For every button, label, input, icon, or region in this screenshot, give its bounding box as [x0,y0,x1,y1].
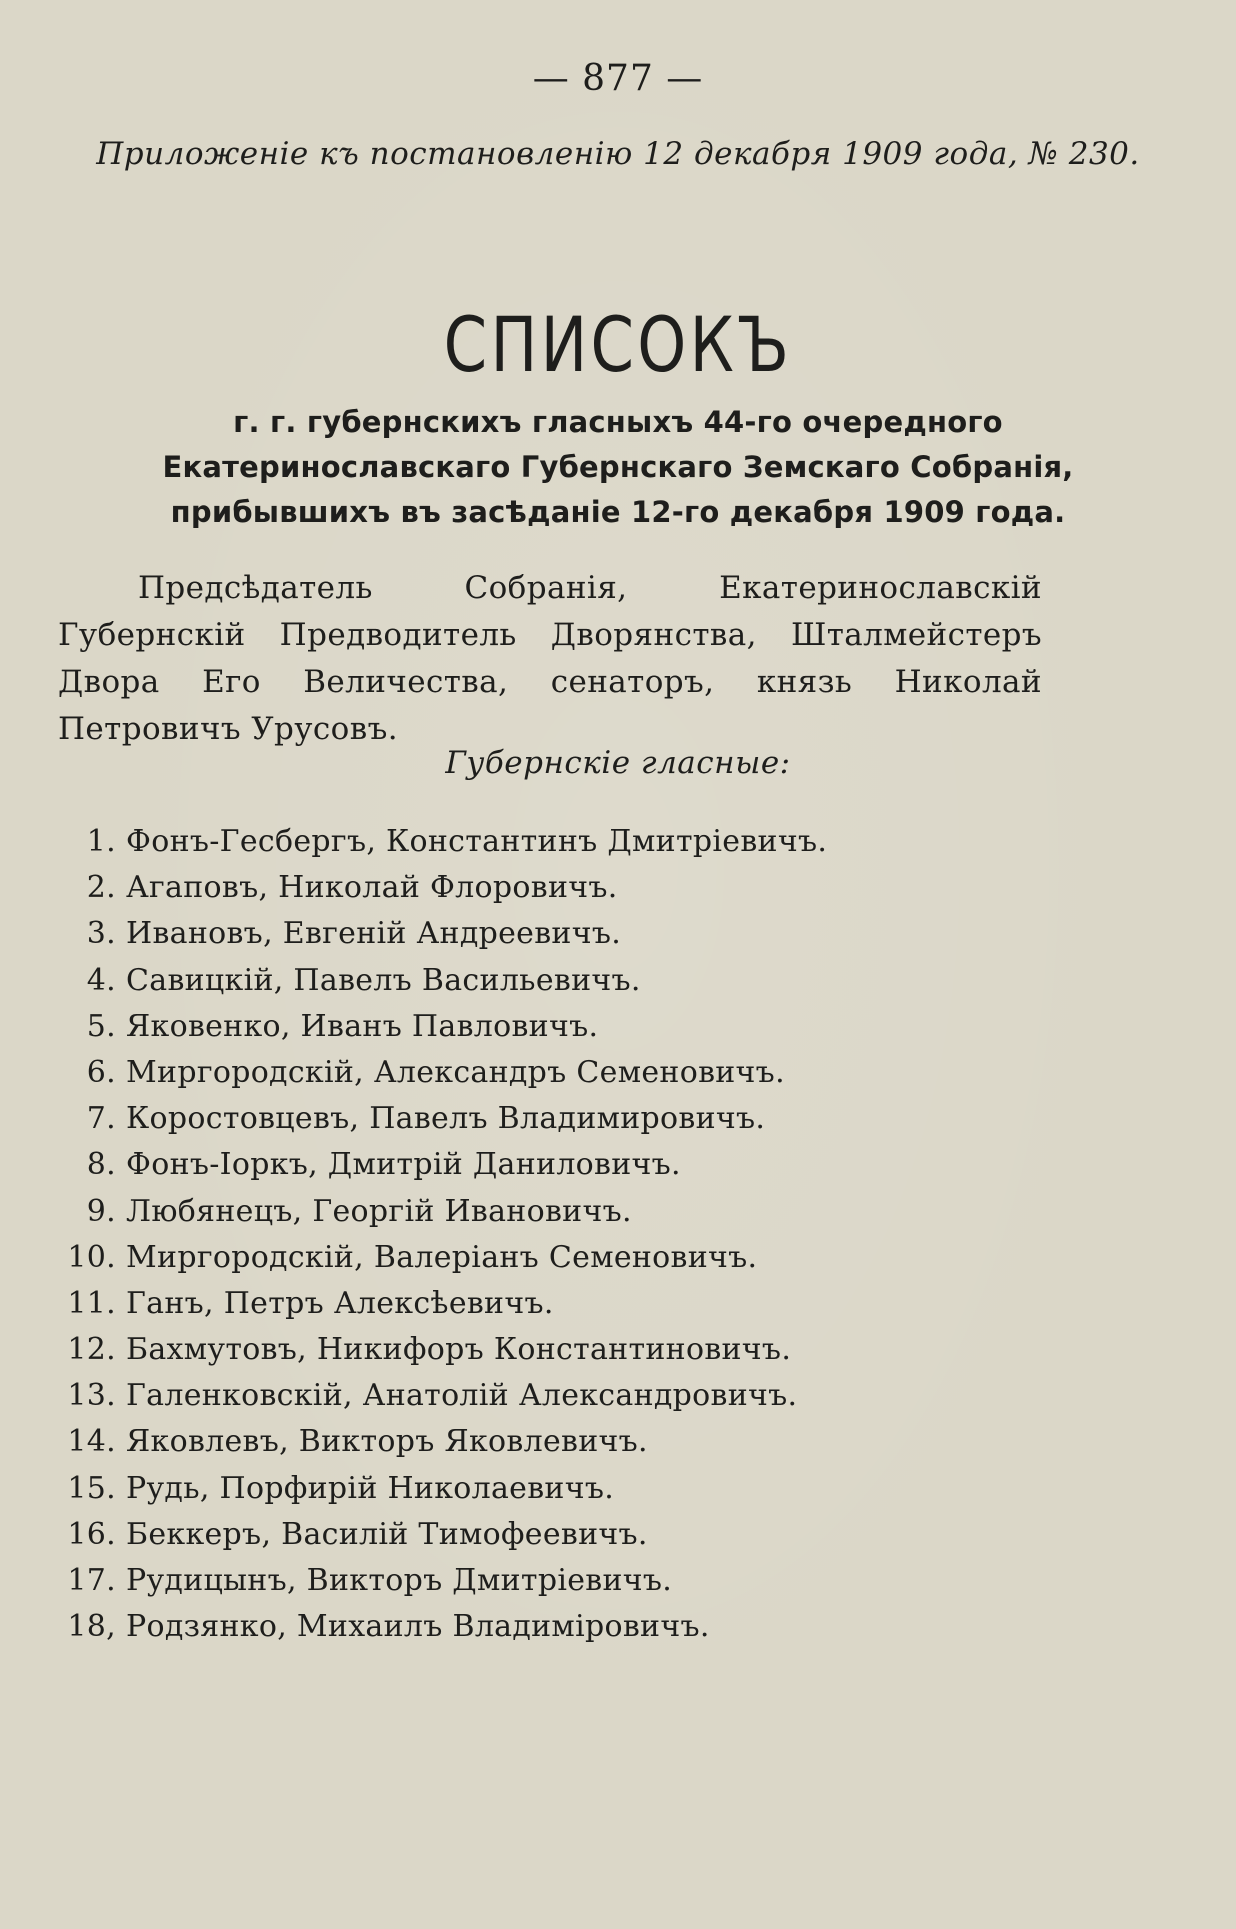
list-item-name: Агаповъ, Николай Флоровичъ. [126,870,618,906]
chairman-paragraph: Предсѣдатель Собранiя, Екатеринославскiй Губернскiй Предводитель Дворянства, Шталмейстеръ Двора Его Величества, сенаторъ, князь Николай Петровичъ Урусовъ. [58,570,1042,747]
list-item [56,1466,827,1512]
list-item-number: 15. [67,1470,116,1506]
list-item [56,1189,827,1235]
list-item-number: 7. [86,1101,116,1137]
list-item-name: Фонъ-Гесбергъ, Константинъ Дмитрiевичъ. [126,824,828,859]
list-item-name: Родзянко, Михаилъ Владимiровичъ. [126,1609,710,1645]
document-title: СПИСОКЪ [443,300,793,389]
appendix-note: Приложенiе къ постановленiю 12 декабря 1909 года, № 230. [96,136,1140,172]
list-item-number: 17. [67,1563,116,1598]
list-item [56,1050,827,1096]
list-item-number: 18, [67,1609,116,1645]
list-item-name: Любянецъ, Георгiй Ивановичъ. [126,1193,632,1229]
page-number: — 877 — [532,58,704,99]
list-item [56,1281,827,1327]
list-item [56,1419,827,1465]
list-item-number: 4. [86,962,116,998]
list-item-number: 13. [67,1378,116,1414]
list-item-number: 14. [67,1424,116,1460]
list-item [56,819,827,865]
list-item [56,1142,827,1188]
list-item [56,1096,827,1142]
list-item [56,911,827,957]
list-item [56,1512,827,1558]
list-item-name: Рудь, Порфирiй Николаевичъ. [126,1470,615,1506]
list-item [56,1327,827,1373]
members-list [56,819,827,1650]
list-item-number: 11. [67,1285,116,1321]
list-item-name: Ивановъ, Евгенiй Андреевичъ. [126,916,622,952]
list-item-number: 10. [67,1239,116,1275]
list-item-name: Ганъ, Петръ Алексѣевичъ. [126,1285,554,1321]
list-item [56,1604,827,1650]
list-item-name: Миргородскiй, Александръ Семеновичъ. [126,1054,785,1090]
list-item-name: Бахмутовъ, Никифоръ Константиновичъ. [126,1332,792,1368]
list-item-number: 5. [86,1008,116,1044]
list-item-name: Миргородскiй, Валерiанъ Семеновичъ. [126,1239,758,1275]
list-item-name: Фонъ-Iоркъ, Дмитрiй Даниловичъ. [126,1147,681,1183]
section-heading: Губернскiе гласные: [445,745,791,781]
list-item [56,1373,827,1419]
list-item-number: 16. [67,1516,116,1552]
list-item-name: Рудицынъ, Викторъ Дмитрiевичъ. [126,1563,673,1598]
list-item-number: 1. [86,824,116,859]
list-item-number: 12. [67,1332,116,1368]
list-item-name: Яковлевъ, Викторъ Яковлевичъ. [126,1424,648,1460]
list-item-number: 3. [86,916,116,952]
list-item-number: 2. [86,870,116,906]
list-item-number: 9. [86,1193,116,1229]
list-item-name: Галенковскiй, Анатолiй Александровичъ. [126,1378,798,1414]
list-item [56,1004,827,1050]
list-item-number: 6. [86,1054,116,1090]
list-item-number: 8. [86,1147,116,1183]
document-subtitle: г. г. губернскихъ гласныхъ 44-го очередного Екатеринославскаго Губернскаго Земскаго Собранiя, прибывшихъ въ засѣданiе 12-го декабря 1909 года. [162,405,1074,529]
list-item [56,865,827,911]
list-item [56,958,827,1004]
list-item [56,1558,827,1604]
list-item-name: Савицкiй, Павелъ Васильевичъ. [126,962,641,998]
list-item-name: Беккеръ, Василiй Тимофеевичъ. [126,1516,648,1552]
list-item-name: Яковенко, Иванъ Павловичъ. [126,1008,599,1044]
list-item-name: Коростовцевъ, Павелъ Владимировичъ. [126,1101,766,1137]
list-item [56,1235,827,1281]
